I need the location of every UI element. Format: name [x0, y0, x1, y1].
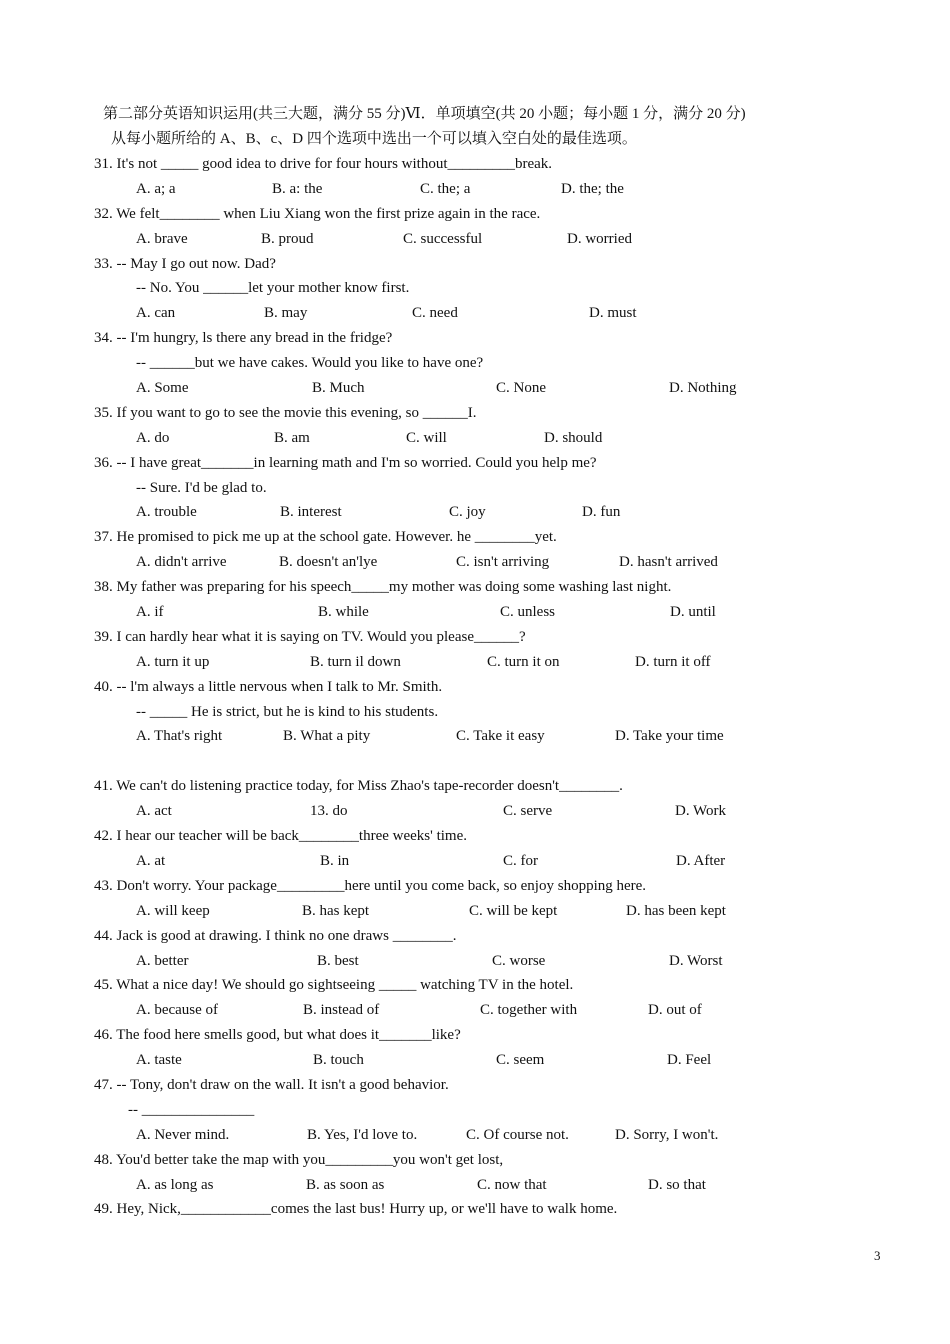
- answer-option: C. isn't arriving: [456, 554, 550, 571]
- answer-options: [94, 1173, 894, 1198]
- question-stem: 39. I can hardly hear what it is saying on TV. Would you please______?: [94, 628, 526, 645]
- question-stem: 32. We felt________ when Liu Xiang won the first prize again in the race.: [94, 205, 541, 222]
- answer-option: B. Much: [312, 380, 365, 397]
- question-stem: 44. Jack is good at drawing. I think no one draws ________.: [94, 927, 457, 944]
- answer-options: [94, 1123, 894, 1148]
- answer-option: B. turn il down: [310, 653, 401, 670]
- answer-options: [94, 998, 894, 1023]
- answer-option: A. Some: [136, 380, 189, 397]
- answer-option: C. for: [503, 852, 538, 869]
- answer-option: B. has kept: [302, 902, 370, 919]
- answer-option: A. as long as: [136, 1176, 214, 1193]
- answer-option: C. together with: [480, 1002, 578, 1019]
- blank-spacer: [94, 749, 894, 774]
- answer-option: B. instead of: [303, 1002, 380, 1019]
- answer-option: B. as soon as: [306, 1176, 385, 1193]
- answer-option: B. touch: [313, 1052, 364, 1069]
- answer-option: D. out of: [648, 1002, 702, 1019]
- answer-option: A. can: [136, 305, 176, 322]
- question-list: [94, 152, 894, 1222]
- answer-option: C. now that: [477, 1176, 547, 1193]
- question-stem: 41. We can't do listening practice today, for Miss Zhao's tape-recorder doesn't________.: [94, 778, 623, 795]
- answer-option: B. a: the: [272, 180, 323, 197]
- question-dialogue-line: -- ______but we have cakes. Would you like to have one?: [136, 355, 484, 372]
- page-number: 3: [874, 1248, 881, 1263]
- answer-option: C. unless: [500, 604, 556, 621]
- answer-option: C. will be kept: [469, 902, 558, 919]
- answer-option: A. didn't arrive: [136, 554, 227, 571]
- answer-option: A. because of: [136, 1002, 219, 1019]
- answer-option: A. do: [136, 429, 170, 446]
- answer-option: C. the; a: [420, 180, 471, 197]
- answer-option: B. Yes, I'd love to.: [307, 1126, 418, 1143]
- answer-option: D. until: [670, 604, 716, 621]
- answer-option: B. interest: [280, 504, 342, 521]
- question-dialogue-line: -- Sure. I'd be glad to.: [136, 479, 267, 496]
- answer-option: A. Never mind.: [136, 1126, 230, 1143]
- question-dialogue-line: -- _____ He is strict, but he is kind to his students.: [136, 703, 439, 720]
- section-instructions: 从每小题所给的 A、B、c、D 四个选项中选出一个可以填入空白处的最佳选项。: [111, 131, 637, 147]
- answer-option: A. trouble: [136, 504, 197, 521]
- answer-option: A. if: [136, 604, 164, 621]
- answer-option: D. After: [676, 852, 726, 869]
- answer-option: B. in: [320, 852, 350, 869]
- question-stem: 48. You'd better take the map with you_________you won't get lost,: [94, 1151, 504, 1168]
- answer-option: B. What a pity: [283, 728, 371, 745]
- answer-option: D. Take your time: [615, 728, 724, 745]
- answer-option: A. a; a: [136, 180, 176, 197]
- answer-options: [94, 949, 894, 974]
- answer-options: [94, 376, 894, 401]
- answer-option: D. Feel: [667, 1052, 712, 1069]
- answer-options: [94, 650, 894, 675]
- question-stem: 34. -- I'm hungry, ls there any bread in the fridge?: [94, 330, 393, 347]
- question-stem: 40. -- l'm always a little nervous when I talk to Mr. Smith.: [94, 678, 443, 695]
- answer-options: [94, 849, 894, 874]
- answer-option: D. so that: [648, 1176, 706, 1193]
- answer-options: [94, 550, 894, 575]
- answer-option: D. must: [589, 305, 637, 322]
- answer-option: D. should: [544, 429, 603, 446]
- answer-option: C. seem: [496, 1052, 545, 1069]
- question-stem: 47. -- Tony, don't draw on the wall. It isn't a good behavior.: [94, 1076, 449, 1093]
- answer-option: B. best: [317, 952, 359, 969]
- question-stem: 38. My father was preparing for his speech_____my mother was doing some washing last night.: [94, 579, 672, 596]
- answer-option: A. brave: [136, 230, 188, 247]
- answer-option: C. need: [412, 305, 458, 322]
- answer-option: C. joy: [449, 504, 486, 521]
- answer-option: C. Of course not.: [466, 1126, 569, 1143]
- answer-option: D. Worst: [669, 952, 723, 969]
- answer-option: B. while: [318, 604, 369, 621]
- answer-option: B. may: [264, 305, 308, 322]
- answer-options: [94, 799, 894, 824]
- answer-option: C. None: [496, 380, 546, 397]
- answer-options: [94, 724, 894, 749]
- question-dialogue-line: -- _______________: [128, 1101, 255, 1118]
- answer-option: A. turn it up: [136, 653, 210, 670]
- answer-options: [94, 301, 894, 326]
- answer-option: D. Work: [675, 803, 727, 820]
- answer-option: D. has been kept: [626, 902, 726, 919]
- answer-option: C. will: [406, 429, 447, 446]
- answer-option: C. Take it easy: [456, 728, 545, 745]
- answer-option: B. doesn't an'lye: [279, 554, 378, 571]
- answer-options: [94, 600, 894, 625]
- answer-option: C. worse: [492, 952, 546, 969]
- answer-option: C. serve: [503, 803, 553, 820]
- answer-option: D. Nothing: [669, 380, 737, 397]
- question-stem: 42. I hear our teacher will be back________three weeks' time.: [94, 828, 467, 845]
- answer-option: 13. do: [310, 803, 348, 820]
- answer-options: [94, 1048, 894, 1073]
- answer-option: A. will keep: [136, 902, 210, 919]
- answer-option: D. fun: [582, 504, 621, 521]
- answer-options: [94, 500, 894, 525]
- question-stem: 45. What a nice day! We should go sightseeing _____ watching TV in the hotel.: [94, 977, 574, 994]
- answer-option: D. the; the: [561, 180, 624, 197]
- answer-option: C. turn it on: [487, 653, 560, 670]
- answer-option: A. act: [136, 803, 172, 820]
- answer-option: B. proud: [261, 230, 314, 247]
- question-stem: 35. If you want to go to see the movie this evening, so ______I.: [94, 404, 477, 421]
- question-stem: 36. -- I have great_______in learning math and I'm so worried. Could you help me?: [94, 454, 597, 471]
- answer-option: D. Sorry, I won't.: [615, 1126, 719, 1143]
- answer-options: [94, 227, 894, 252]
- answer-option: A. That's right: [136, 728, 223, 745]
- answer-options: [94, 899, 894, 924]
- question-dialogue-line: -- No. You ______let your mother know first.: [136, 280, 410, 297]
- answer-option: C. successful: [403, 230, 483, 247]
- answer-option: A. at: [136, 852, 166, 869]
- answer-option: D. hasn't arrived: [619, 554, 718, 571]
- answer-option: A. taste: [136, 1052, 182, 1069]
- answer-option: A. better: [136, 952, 189, 969]
- answer-option: B. am: [274, 429, 310, 446]
- question-stem: 33. -- May I go out now. Dad?: [94, 255, 276, 272]
- question-stem: 49. Hey, Nick,____________comes the last bus! Hurry up, or we'll have to walk home.: [94, 1201, 618, 1218]
- answer-option: D. turn it off: [635, 653, 711, 670]
- question-stem: 31. It's not _____ good idea to drive for four hours without_________break.: [94, 156, 553, 172]
- answer-options: [94, 426, 894, 451]
- answer-options: [94, 177, 894, 202]
- question-stem: 37. He promised to pick me up at the school gate. However. he ________yet.: [94, 529, 557, 546]
- section-heading: 第二部分英语知识运用(共三大题，满分 55 分)Ⅵ．单项填空(共 20 小题；每小题 1 分，满分 20 分): [103, 106, 746, 122]
- answer-option: D. worried: [567, 230, 632, 247]
- question-stem: 43. Don't worry. Your package_________here until you come back, so enjoy shopping here.: [94, 877, 647, 894]
- question-stem: 46. The food here smells good, but what does it_______like?: [94, 1027, 461, 1044]
